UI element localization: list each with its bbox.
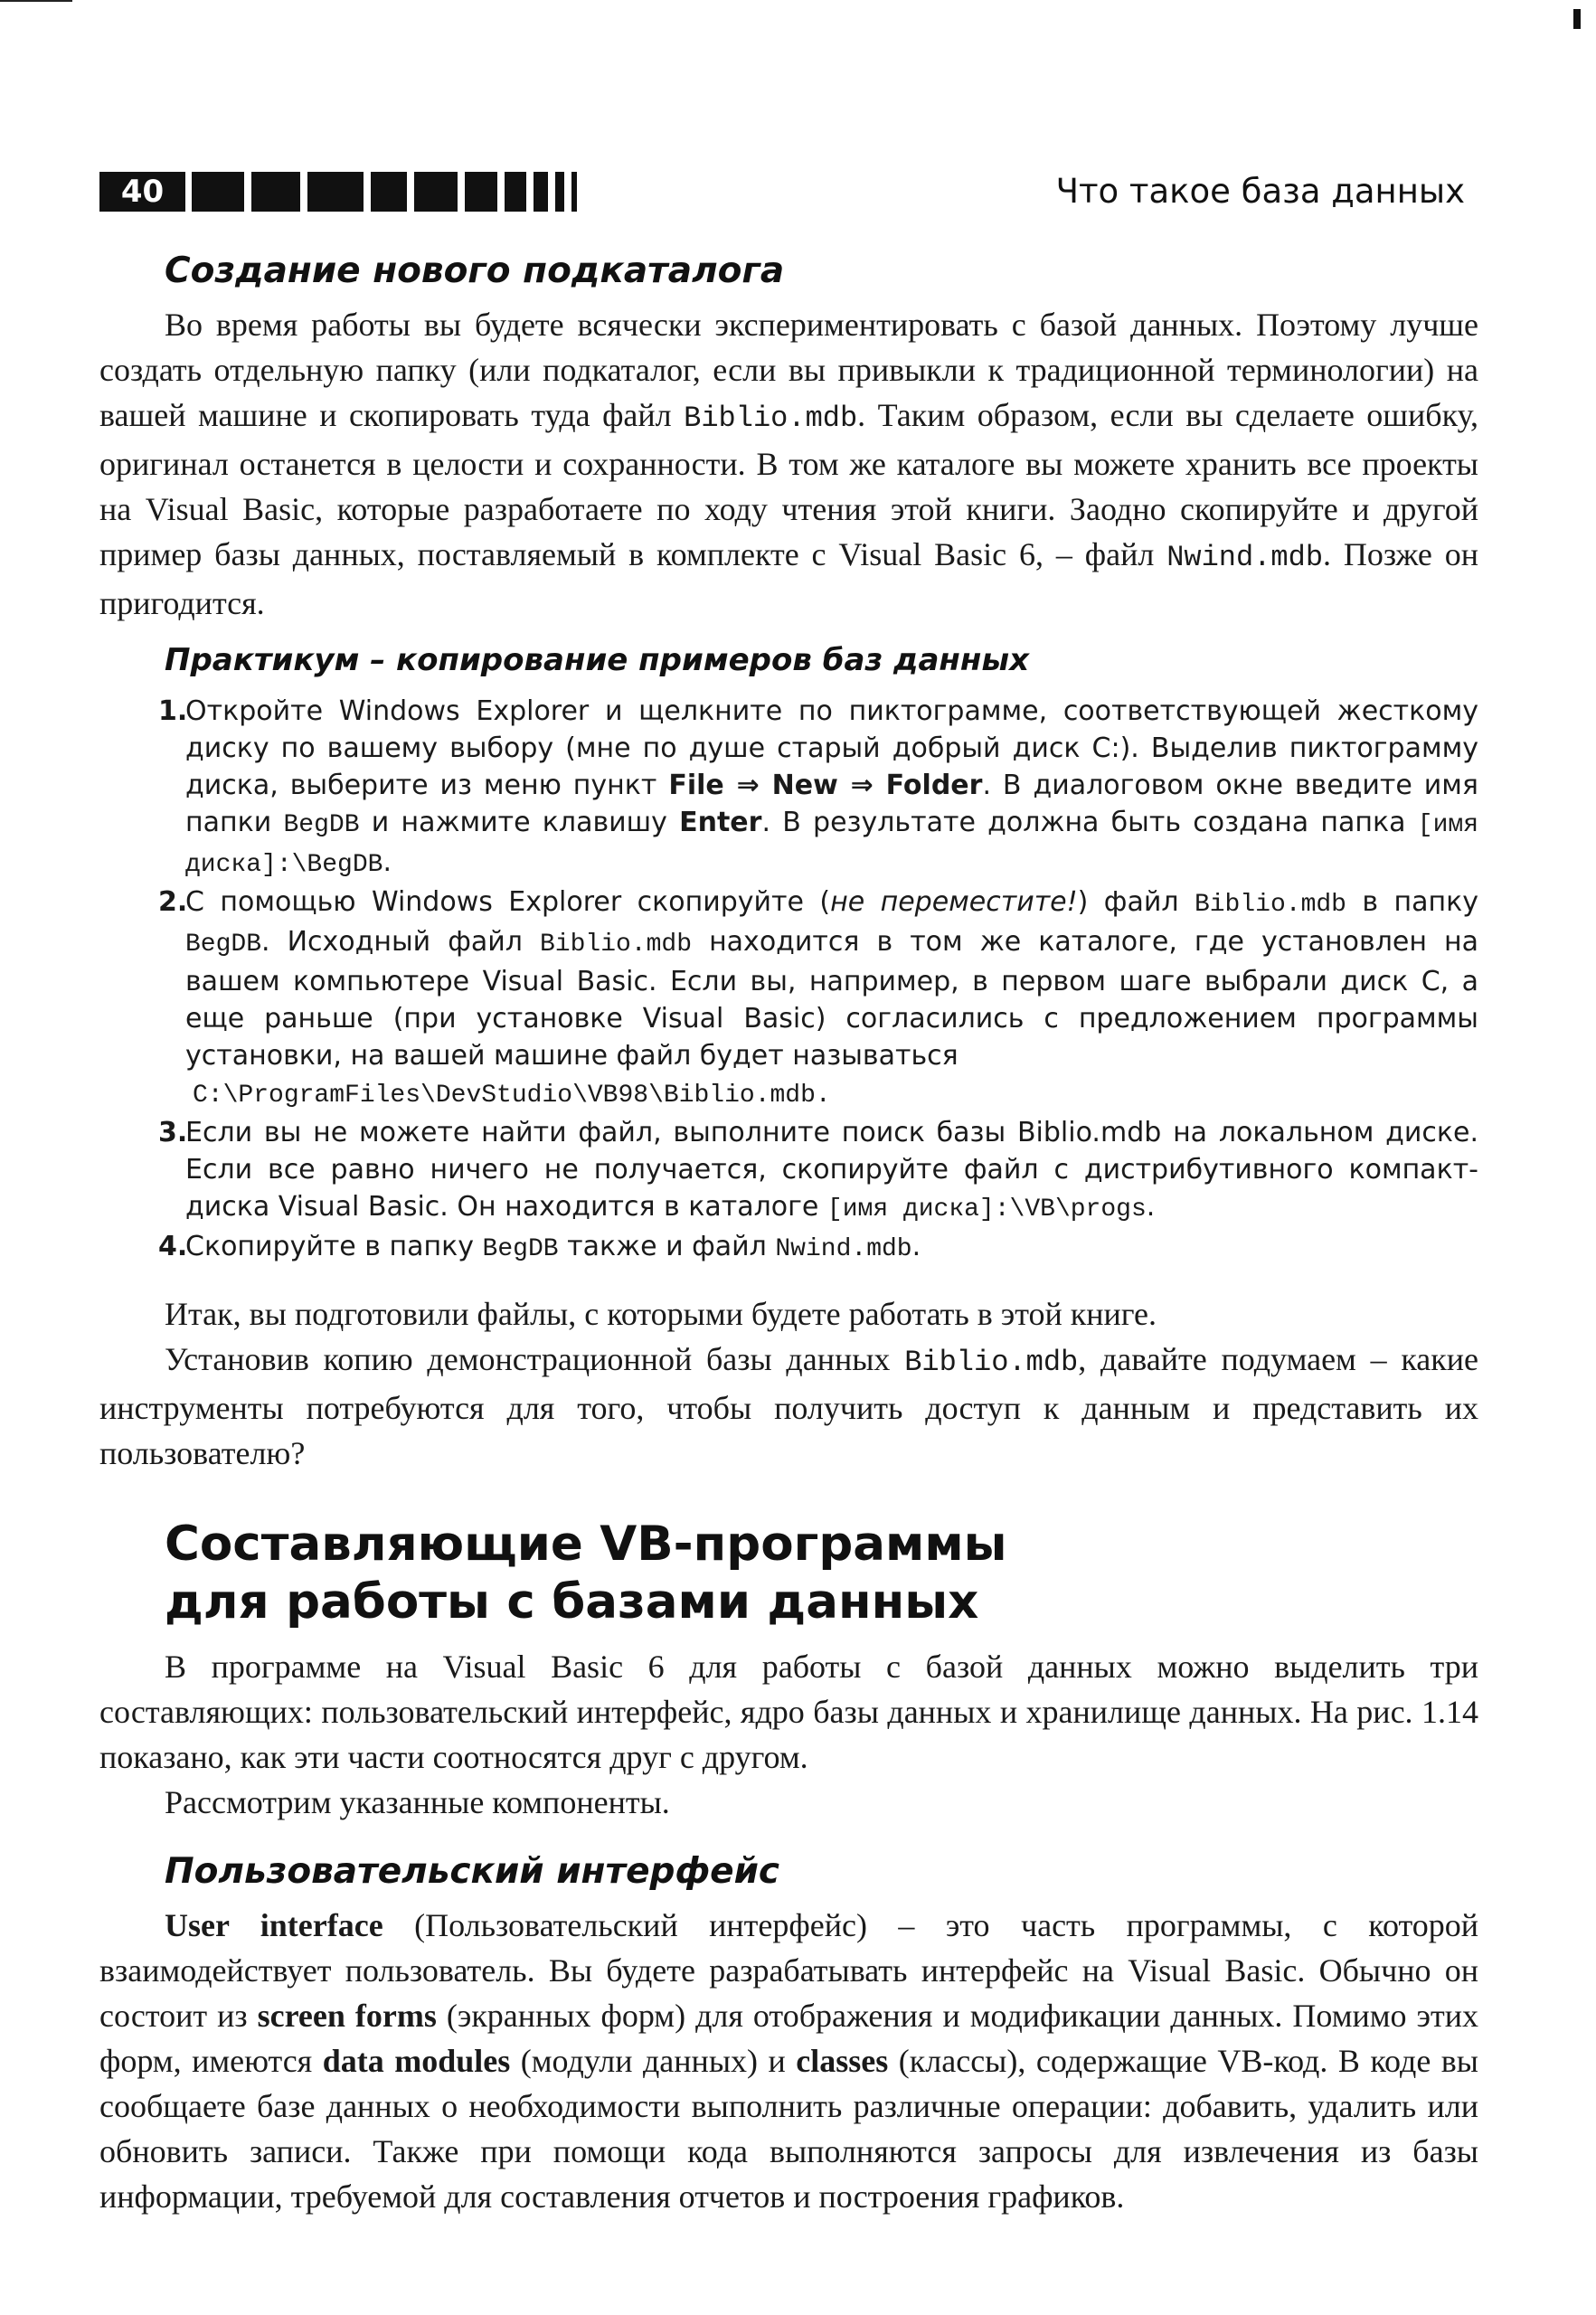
- step-item: 4. Скопируйте в папку BegDB также и файл Nwind.mdb.: [158, 1231, 921, 1263]
- paragraph-consider-components: Рассмотрим указанные компоненты.: [165, 1784, 670, 1820]
- practicum-steps: [99, 693, 1478, 1268]
- running-title: Что такое база данных: [1055, 172, 1465, 211]
- step-item: 3. Если вы не можете найти файл, выполните поиск базы Biblio.mdb на локальном диске. Если все равно ничего не получается, скопируйте файл с дистрибутивного компакт-диска Visual Basic. Он находится в каталоге [имя диска]:\VB\progs.: [158, 1117, 1478, 1224]
- step-item: 2. С помощью Windows Explorer скопируйте (не переместите!) файл Biblio.mdb в папку BegDB. Исходный файл Biblio.mdb находится в том же каталоге, где установлен на вашем компьютере Visual Basic. Если вы, например, в первом шаге выбрали диск С, а еще раньше (при установке Visual Basic) согласились с предложением программы установки, на вашей машине файл будет называться C:\ProgramFiles\DevStudio\VB98\Biblio.mdb.: [158, 886, 1479, 1110]
- section-heading-user-interface: Пользовательский интерфейс: [165, 1851, 780, 1892]
- step-item: 1. Откройте Windows Explorer и щелкните по пиктограмме, соответствующей жесткому диску по вашему выбору (мне по душе старый добрый диск C:). Выделив пиктограмму диска, выберите из меню пункт File ⇒ New ⇒ Folder. В диалоговом окне введите имя папки BegDB и нажмите клавишу Enter. В результате должна быть создана папка [имя диска]:\BegDB.: [158, 695, 1479, 879]
- scan-edge-line: [0, 0, 72, 2]
- section-heading-vb-components: Составляющие VB-программы для работы с базами данных: [165, 1517, 1007, 1630]
- paragraph-files-ready: Итак, вы подготовили файлы, с которыми будете работать в этой книге.: [165, 1296, 1157, 1332]
- practicum-heading: Практикум – копирование примеров баз данных: [165, 642, 1030, 678]
- header-decoration-bars: [192, 172, 577, 212]
- section-heading-new-folder: Создание нового подкаталога: [165, 250, 785, 291]
- paragraph-three-components: В программе на Visual Basic 6 для работы с базой данных можно выделить три составляющих: пользовательский интерфейс, ядро базы данных и хранилище данных. На рис. 1.14 показано, как эти части соотносятся друг с другом.: [99, 1649, 1478, 1775]
- scan-edge-mark: [1573, 9, 1581, 29]
- page-content: [99, 233, 1478, 2219]
- paragraph-tools-question: Установив копию демонстрационной базы данных Biblio.mdb, давайте подумаем – какие инструменты потребуются для того, чтобы получить доступ к данным и представить их пользователю?: [99, 1341, 1478, 1471]
- paragraph-new-folder: Во время работы вы будете всячески экспериментировать с базой данных. Поэтому лучше создать отдельную папку (или подкаталог, если вы привыкли к традиционной терминологии) на вашей машине и скопировать туда файл Biblio.mdb. Таким образом, если вы сделаете ошибку, оригинал останется в целости и сохранности. В том же каталоге вы можете хранить все проекты на Visual Basic, которые разработаете по ходу чтения этой книги. Заодно скопируйте и другой пример базы данных, поставляемый в комплекте с Visual Basic 6, – файл Nwind.mdb. Позже он пригодится.: [99, 307, 1478, 621]
- paragraph-user-interface: User interface (Пользовательский интерфейс) – это часть программы, с которой взаимодействует пользователь. Вы будете разрабатывать интерфейс на Visual Basic. Обычно он состоит из screen forms (экранных форм) для отображения и модификации данных. Помимо этих форм, имеются data modules (модули данных) и classes (классы), содержащие VB-код. В коде вы сообщаете базе данных о необходимости выполнить различные операции: добавить, удалить или обновить записи. Также при помощи кода выполняются запросы для извлечения из базы информации, требуемой для составления отчетов и построения графиков.: [99, 1907, 1479, 2215]
- code-path: C:\ProgramFiles\DevStudio\VB98\Biblio.mdb.: [193, 1082, 831, 1110]
- page-header: [99, 172, 1465, 212]
- page-number: 40: [99, 172, 185, 212]
